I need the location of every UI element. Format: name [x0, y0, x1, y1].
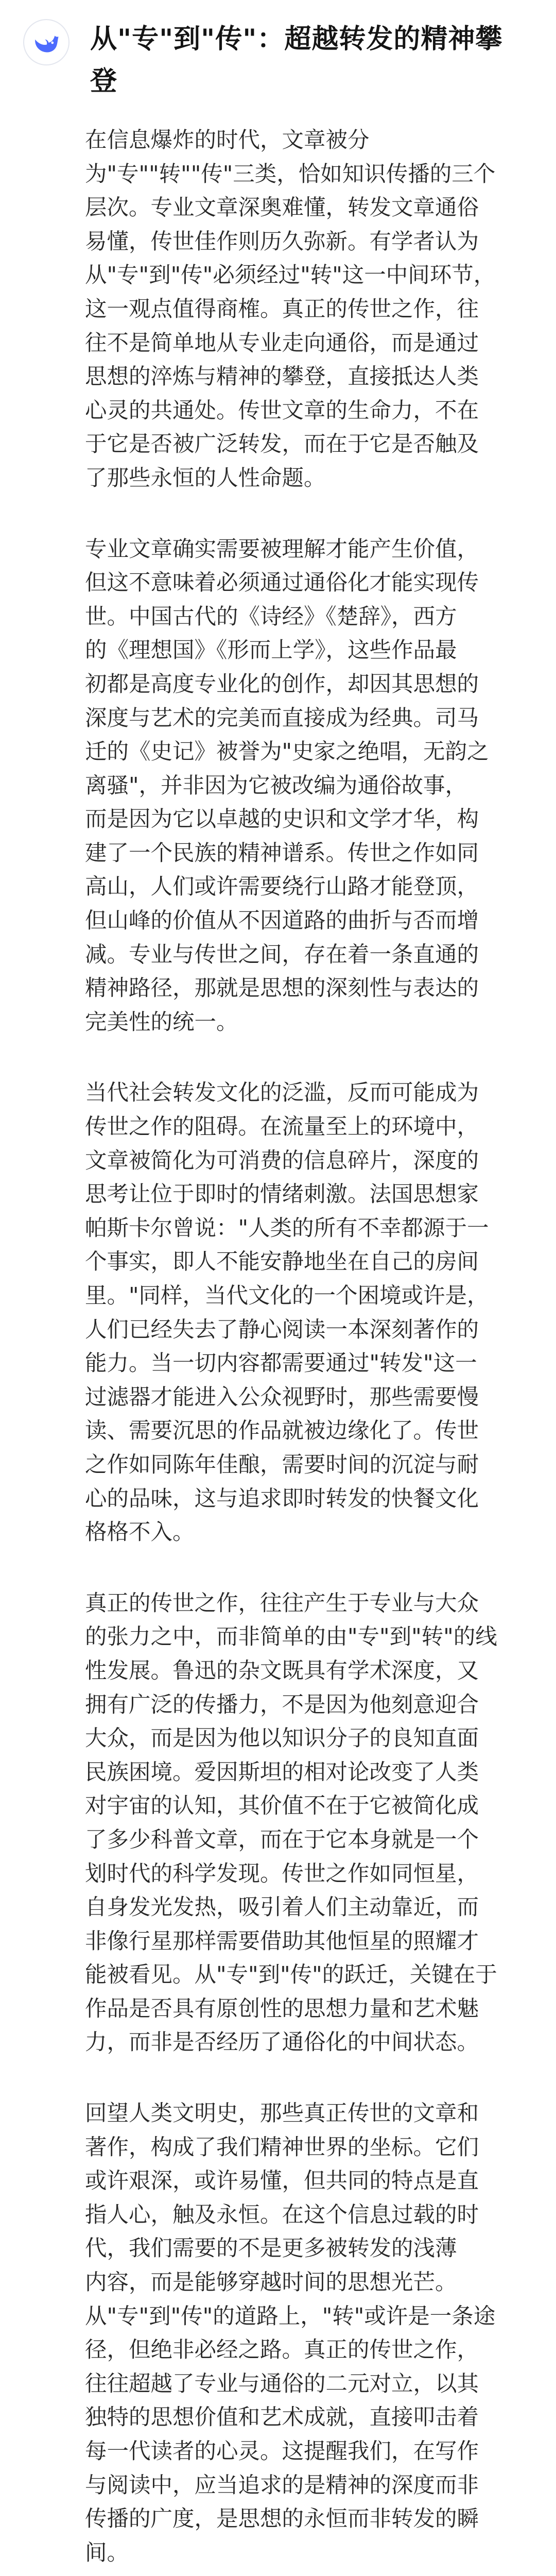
bird-logo-icon [31, 27, 61, 57]
paragraph-classics: 专业文章确实需要被理解才能产生价值， 但这不意味着必须通过通俗化才能实现传 世。中国古代的《诗经》《楚辞》，西方 的《理想国》《形而上学》，这些作品最 初都是高度专业化的创作，却因其思想的 深度与艺术的完美而直接成为经典。司马 迁的《史记》被誉为"史家之绝唱，无韵之 离骚"，并非因为它被改编为通俗故事， 而是因为它以卓越的史识和文学才华，构 建了一个民族的精神谱系。传世之作如同 高山，人们或许需要绕行山路才能登顶， 但山峰的价值从不因道路的曲折与否而增 减。专业与传世之间，存在着一条直通的 精神路径，那就是思想的深刻性与表达的 完美性的统一。 [85, 536, 489, 1035]
article-body [85, 124, 523, 2576]
article-title: 从"专"到"传"：超越转发的精神攀 登 [90, 24, 503, 97]
paragraph-tension: 真正的传世之作，往往产生于专业与大众 的张力之中，而非简单的由"专"到"转"的线 性发展。鲁迅的杂文既具有学术深度，又 拥有广泛的传播力，不是因为他刻意迎合 大众，而是因为他以知识分子的良知直面 民族困境。爱因斯坦的相对论改变了人类 对宇宙的认知，其价值不在于它被简化成 了多少科普文章，而在于它本身就是一个 划时代的科学发现。传世之作如同恒星， 自身发光发热，吸引着人们主动靠近，而 非像行星那样需要借助其他恒星的照耀才 能被看见。从"专"到"传"的跃迁，关键在于 作品是否具有原创性的思想力量和艺术魅 力，而非是否经历了通俗化的中间状态。 [85, 1590, 497, 2056]
paragraph-repost-culture: 当代社会转发文化的泛滥，反而可能成为 传世之作的阻碍。在流量至上的环境中， 文章被简化为可消费的信息碎片，深度的 思考让位于即时的情绪刺激。法国思想家 帕斯卡尔曾说："人类的所有不幸都源于一 个事实，即人不能安静地坐在自己的房间 里。"同样，当代文化的一个困境或许是， 人们已经失去了静心阅读一本深刻著作的 能力。当一切内容都需要通过"转发"这一 过滤器才能进入公众视野时，那些需要慢 读、需要沉思的作品就被边缘化了。传世 之作如同陈年佳酿，需要时间的沉淀与耐 心的品味，这与追求即时转发的快餐文化 格格不入。 [85, 1080, 489, 1546]
response-header [23, 18, 533, 103]
paragraph-intro: 在信息爆炸的时代，文章被分 为"专""转""传"三类，恰如知识传播的三个 层次。专业文章深奥难懂，转发文章通俗 易懂，传世佳作则历久弥新。有学者认为 从"专"到"传"必须经过"转"这一中间环节， 这一观点值得商榷。真正的传世之作，往 往不是简单地从专业走向通俗，而是通过 思想的淬炼与精神的攀登，直接抵达人类 心灵的共通处。传世文章的生命力，不在 于它是否被广泛转发，而在于它是否触及 了那些永恒的人性命题。 [85, 128, 496, 491]
paragraph-conclusion: 回望人类文明史，那些真正传世的文章和 著作，构成了我们精神世界的坐标。它们 或许艰深，或许易懂，但共同的特点是直 指人心，触及永恒。在这个信息过载的时 代，我们需要的不是更多被转发的浅薄 内容，而是能够穿越时间的思想光芒。 从"专"到"传"的道路上，"转"或许是一条途 径，但绝非必经之路。真正的传世之作， 往往超越了专业与通俗的二元对立，以其 独特的思想价值和艺术成就，直接叩击着 每一代读者的心灵。这提醒我们，在写作 与阅读中，应当追求的是精神的深度而非 传播的广度，是思想的永恒而非转发的瞬 间。 [85, 2101, 496, 2566]
assistant-avatar [23, 19, 70, 65]
